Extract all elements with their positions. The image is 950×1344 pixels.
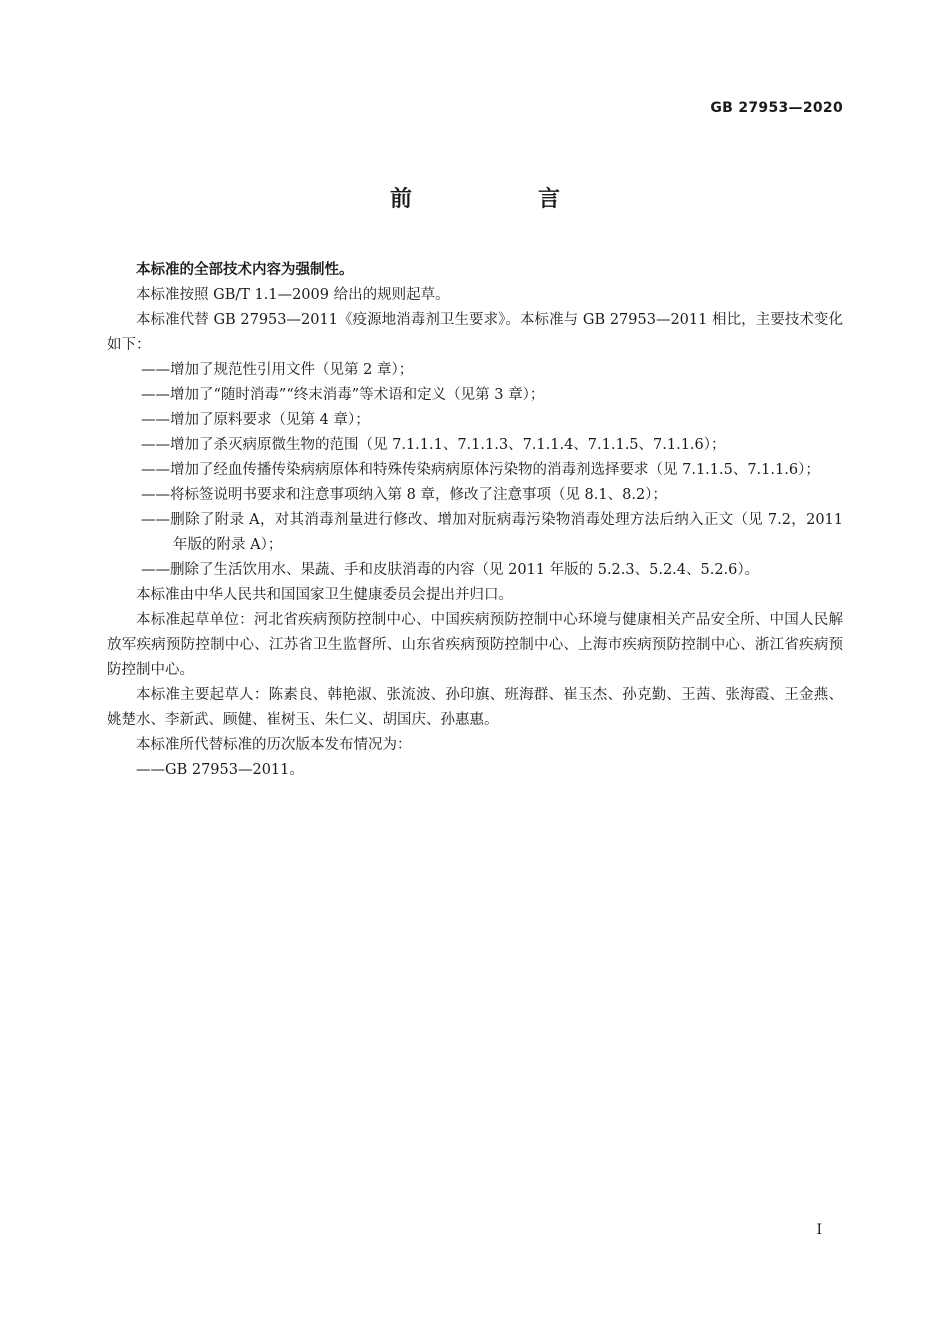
mandatory-statement: 本标准的全部技术内容为强制性。 (136, 262, 354, 278)
replaces-statement: 本标准代替 GB 27953—2011《疫源地消毒剂卫生要求》。本标准与 GB 27953—2011 相比，主要技术变化如下： (107, 312, 843, 353)
history-item: ——GB 27953—2011。 (136, 762, 304, 778)
page-number: I (816, 1222, 822, 1238)
standard-code: GB 27953—2020 (710, 100, 843, 116)
change-item: ——增加了原料要求（见第 4 章）； (141, 412, 370, 428)
change-item: ——增加了经血传播传染病病原体和特殊传染病病原体污染物的消毒剂选择要求（见 7.1.1.5、7.1.1.6）； (141, 462, 820, 478)
proposed-by: 本标准由中华人民共和国国家卫生健康委员会提出并归口。 (136, 587, 513, 603)
change-item: ——将标签说明书要求和注意事项纳入第 8 章，修改了注意事项（见 8.1、8.2）； (141, 487, 667, 503)
change-item: ——删除了生活饮用水、果蔬、手和皮肤消毒的内容（见 2011 年版的 5.2.3、5.2.4、5.2.6）。 (141, 562, 760, 578)
drafting-units: 本标准起草单位：河北省疾病预防控制中心、中国疾病预防控制中心环境与健康相关产品安全所、中国人民解放军疾病预防控制中心、江苏省卫生监督所、山东省疾病预防控制中心、上海市疾病预防控制中心、浙江省疾病预防控制中心。 (107, 612, 843, 678)
history-intro: 本标准所代替标准的历次版本发布情况为： (136, 737, 412, 753)
change-item: ——增加了“随时消毒”“终末消毒”等术语和定义（见第 3 章）； (141, 387, 545, 403)
drafters: 本标准主要起草人：陈素良、韩艳淑、张流波、孙印旗、班海群、崔玉杰、孙克勤、王茜、张海霞、王金燕、姚楚水、李新武、顾健、崔树玉、朱仁义、胡国庆、孙惠惠。 (107, 687, 843, 728)
drafting-rule: 本标准按照 GB/T 1.1—2009 给出的规则起草。 (136, 287, 450, 303)
change-item: ——增加了规范性引用文件（见第 2 章）； (141, 362, 414, 378)
foreword-body (107, 258, 843, 783)
change-item: ——增加了杀灭病原微生物的范围（见 7.1.1.1、7.1.1.3、7.1.1.4、7.1.1.5、7.1.1.6）； (141, 437, 726, 453)
page-title: 前 言 (389, 187, 612, 212)
change-item: ——删除了附录 A，对其消毒剂量进行修改、增加对朊病毒污染物消毒处理方法后纳入正文（见 7.2，2011 年版的附录 A）； (141, 512, 843, 553)
